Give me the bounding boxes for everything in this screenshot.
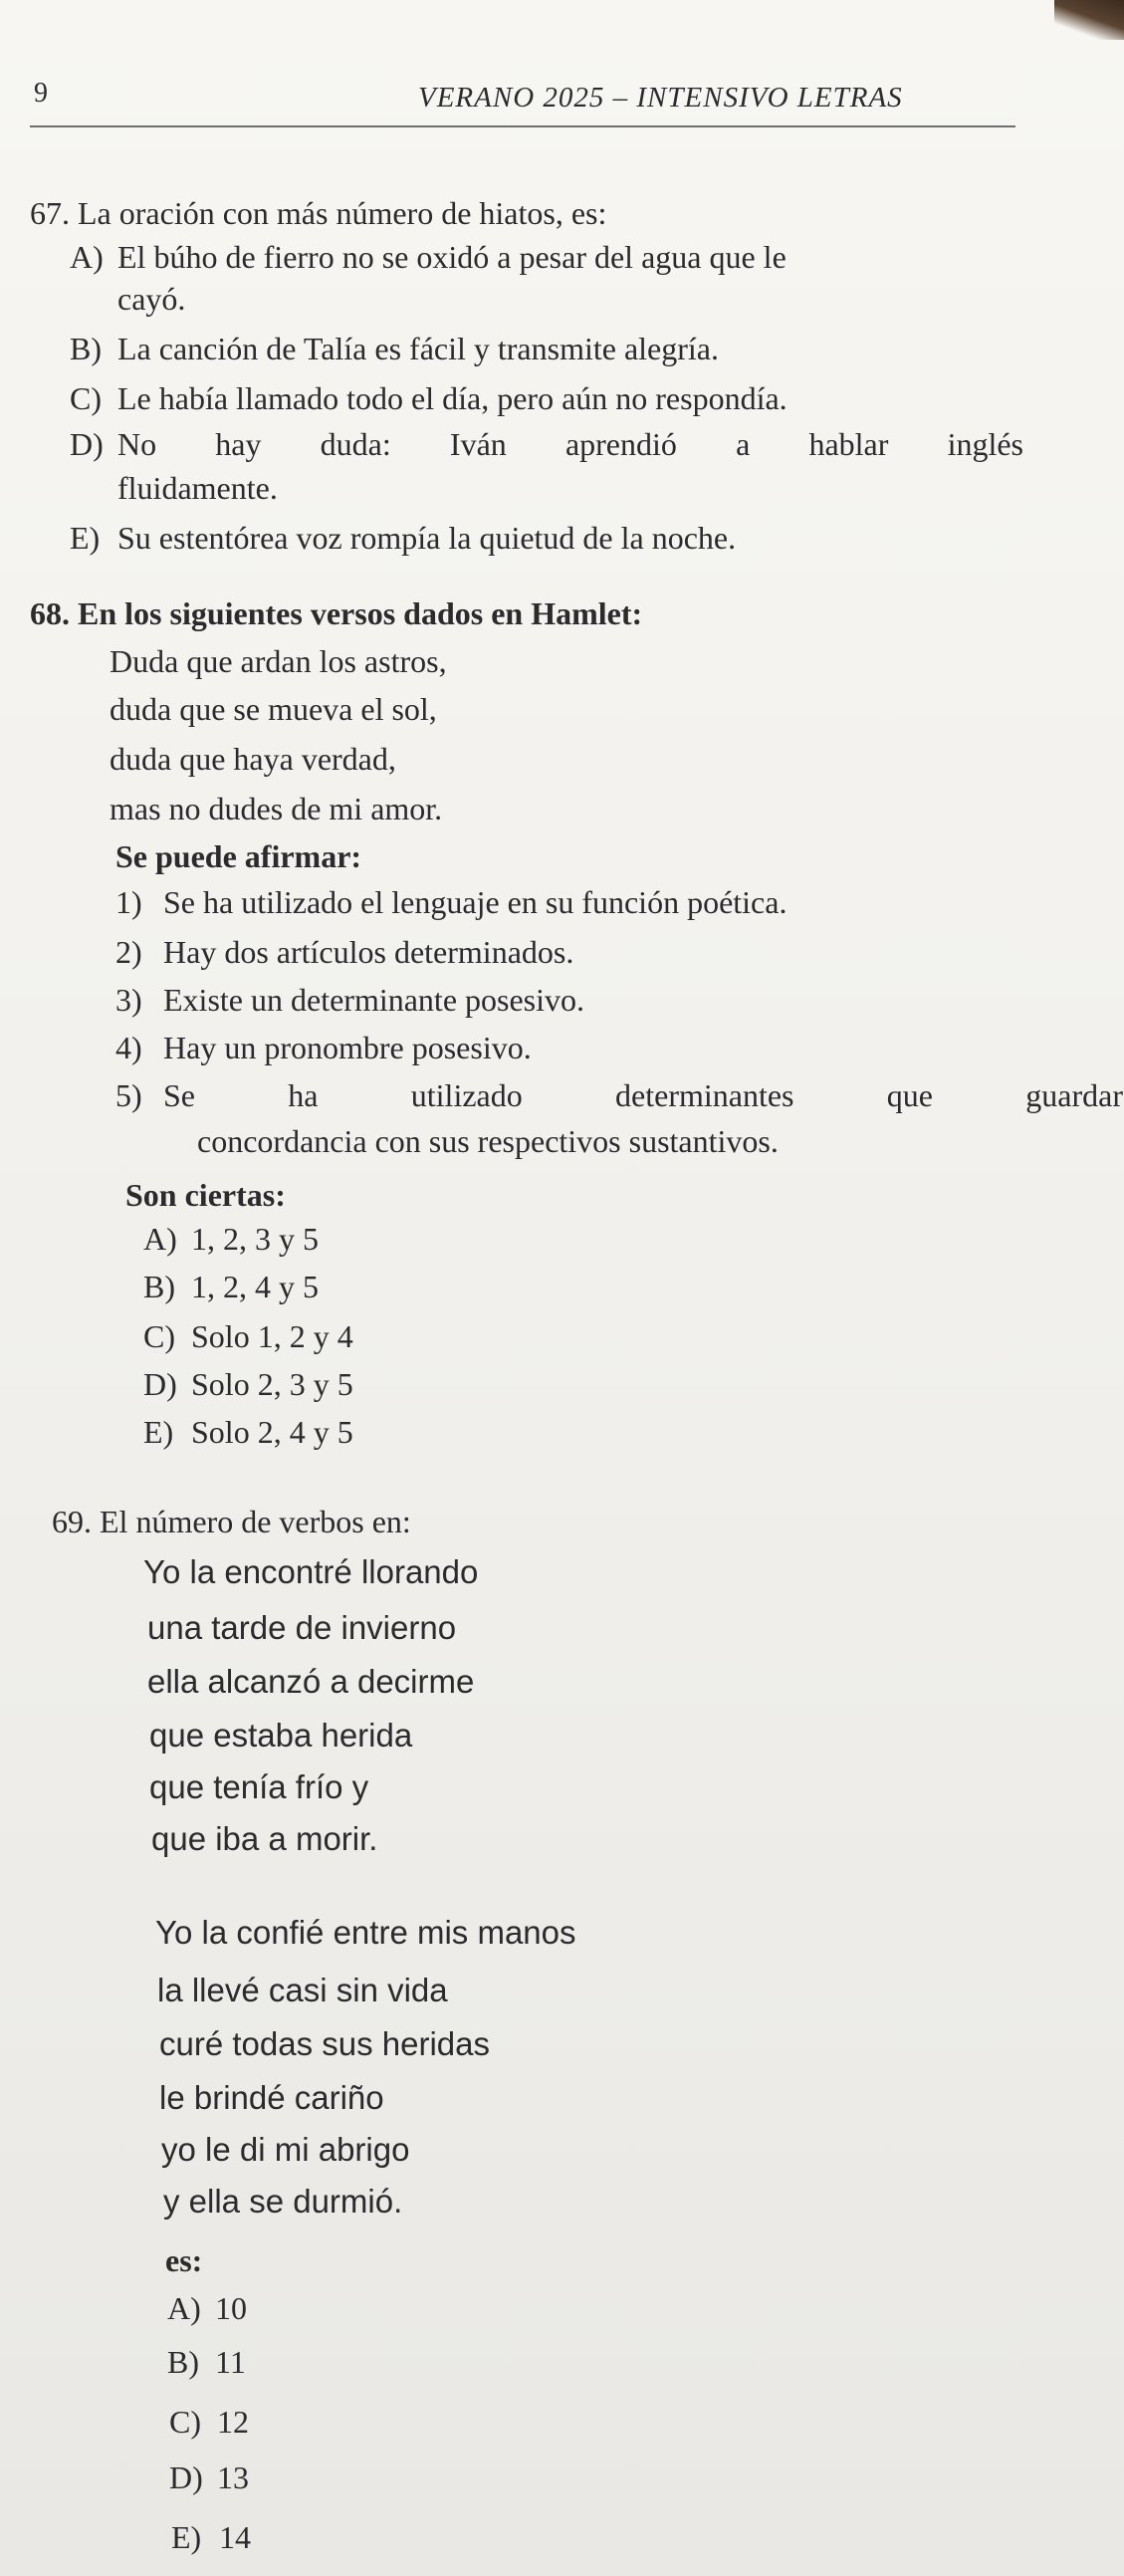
statement-label: 2) <box>115 934 142 970</box>
option-text: El búho de fierro no se oxidó a pesar del agua que le <box>117 239 787 275</box>
poem-line: que estaba herida <box>149 1717 413 1754</box>
option-label: A) <box>143 1221 177 1257</box>
statement-label: 5) <box>115 1077 142 1113</box>
statement-text-continued: concordancia con sus respectivos sustantivos. <box>197 1123 779 1159</box>
verse-line: duda que haya verdad, <box>110 741 396 777</box>
question-stem: 69. El número de verbos en: <box>52 1504 411 1539</box>
option-b <box>167 2344 246 2381</box>
statement-2 <box>115 934 573 971</box>
option-text: Su estentórea voz rompía la quietud de la noche. <box>117 520 737 556</box>
poem-line: yo le di mi abrigo <box>161 2131 410 2168</box>
option-a <box>143 1221 319 1258</box>
poem-line: que tenía frío y <box>149 1768 369 1805</box>
option-label: A) <box>167 2290 201 2326</box>
statement-3 <box>115 982 584 1019</box>
option-label: B) <box>167 2344 199 2380</box>
statement-5 <box>115 1077 1123 1114</box>
poem-line: que iba a morir. <box>151 1820 378 1857</box>
option-label: B) <box>70 331 102 366</box>
option-label: E) <box>70 520 101 556</box>
prompt-label: es: <box>165 2242 203 2278</box>
poem-line: una tarde de invierno <box>147 1609 457 1646</box>
option-label: A) <box>70 239 104 275</box>
question-stem: 68. En los siguientes versos dados en Hamlet: <box>30 595 643 631</box>
poem-line: curé todas sus heridas <box>159 2025 491 2062</box>
option-label: C) <box>169 2404 201 2440</box>
option-text: Solo 1, 2 y 4 <box>191 1318 353 1354</box>
option-text: La canción de Talía es fácil y transmite alegría. <box>117 331 719 366</box>
option-d <box>143 1366 353 1403</box>
option-c <box>143 1318 353 1355</box>
option-d <box>169 2459 249 2496</box>
option-label: E) <box>171 2519 202 2555</box>
option-e <box>143 1414 353 1451</box>
option-b <box>70 331 719 367</box>
option-label: C) <box>70 380 102 416</box>
option-label: E) <box>143 1414 174 1450</box>
question-stem: 67. La oración con más número de hiatos, es: <box>30 195 607 231</box>
poem-line: Yo la encontré llorando <box>143 1553 479 1590</box>
poem-line: Yo la confié entre mis manos <box>155 1914 576 1951</box>
prompt-label: Son ciertas: <box>125 1177 286 1213</box>
option-c <box>169 2404 249 2441</box>
option-b <box>143 1269 319 1305</box>
option-d <box>70 426 1023 463</box>
option-e <box>171 2519 251 2556</box>
option-label: D) <box>169 2459 203 2495</box>
verse-line: duda que se mueva el sol, <box>110 691 437 727</box>
verse-line: mas no dudes de mi amor. <box>110 791 443 826</box>
page-number: 9 <box>34 78 48 109</box>
header-title: VERANO 2025 – INTENSIVO LETRAS <box>418 82 903 114</box>
option-label: C) <box>143 1318 175 1354</box>
option-a <box>70 239 787 276</box>
option-text: Le había llamado todo el día, pero aún no respondía. <box>117 380 787 416</box>
statement-text: Hay dos artículos determinados. <box>163 934 574 970</box>
option-text: No hay duda: Iván aprendió a hablar inglés <box>117 426 1023 462</box>
option-text: 1, 2, 3 y 5 <box>191 1221 319 1257</box>
statement-text: Existe un determinante posesivo. <box>163 982 585 1018</box>
option-label: D) <box>70 426 104 462</box>
statement-text: Hay un pronombre posesivo. <box>163 1030 532 1065</box>
option-text: 10 <box>215 2290 247 2326</box>
option-text: 13 <box>217 2459 249 2495</box>
statement-1 <box>115 884 787 921</box>
option-a <box>167 2290 247 2327</box>
option-text: Solo 2, 4 y 5 <box>191 1414 353 1450</box>
option-e <box>70 520 736 557</box>
option-label: D) <box>143 1366 177 1402</box>
statement-4 <box>115 1030 532 1066</box>
verse-line: Duda que ardan los astros, <box>110 643 447 679</box>
poem-line: la llevé casi sin vida <box>157 1972 448 2008</box>
option-text: 14 <box>219 2519 251 2555</box>
header-divider <box>30 125 1015 127</box>
option-text: 1, 2, 4 y 5 <box>191 1269 319 1304</box>
poem-line: ella alcanzó a decirme <box>147 1663 475 1700</box>
statement-text: Se ha utilizado el lenguaje en su función poética. <box>163 884 787 920</box>
option-text-continued: fluidamente. <box>117 470 278 506</box>
statement-label: 3) <box>115 982 142 1018</box>
option-text-continued: cayó. <box>117 281 186 317</box>
option-text: 11 <box>215 2344 246 2380</box>
page-header <box>0 0 1124 129</box>
option-c <box>70 380 787 417</box>
poem-line: y ella se durmió. <box>163 2183 403 2220</box>
statement-text: Se ha utilizado determinantes que guardar <box>163 1077 1123 1113</box>
poem-line: le brindé cariño <box>159 2079 384 2116</box>
option-label: B) <box>143 1269 175 1304</box>
prompt-label: Se puede afirmar: <box>115 838 362 874</box>
option-text: Solo 2, 3 y 5 <box>191 1366 353 1402</box>
statement-label: 4) <box>115 1030 142 1065</box>
option-text: 12 <box>217 2404 249 2440</box>
statement-label: 1) <box>115 884 142 920</box>
